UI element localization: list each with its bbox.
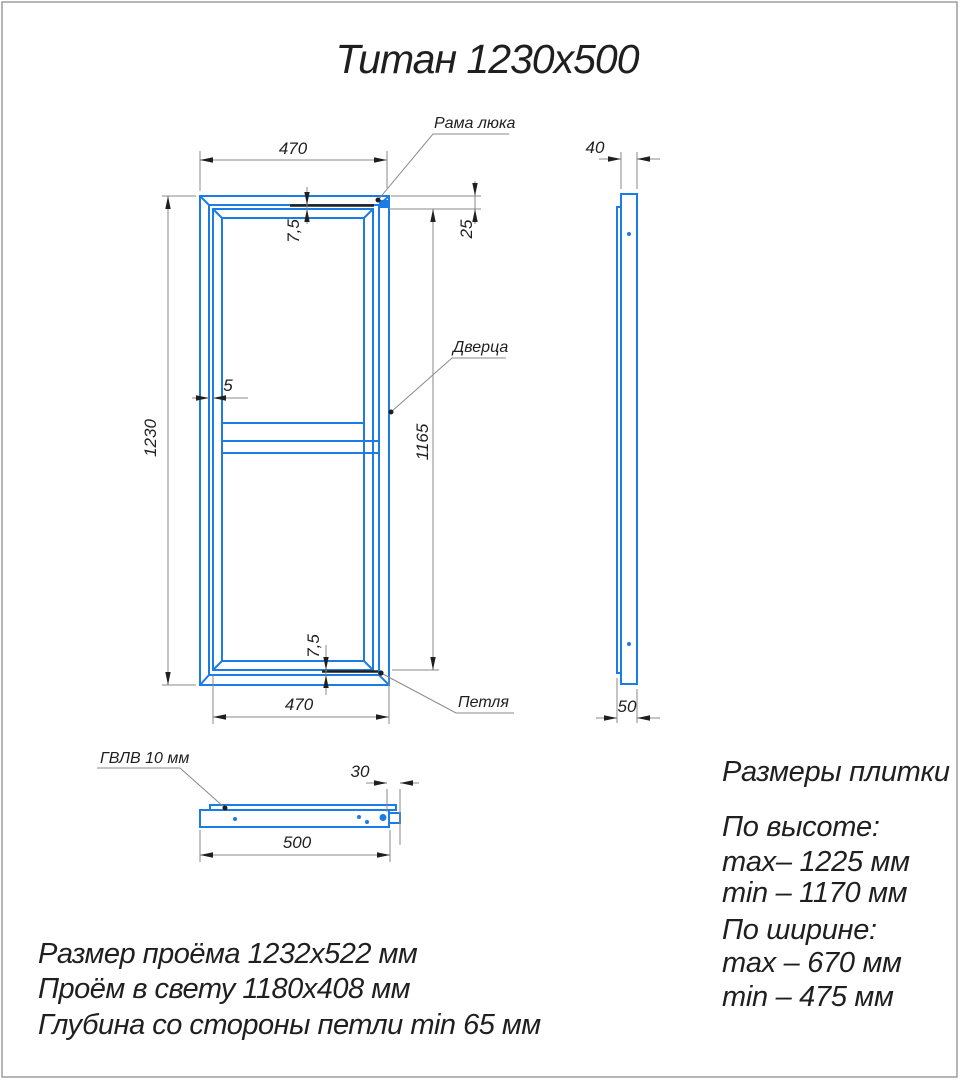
door-corner-miters (213, 209, 373, 670)
hinge-leader-dot (378, 670, 383, 675)
bottom-hole-2 (357, 815, 361, 819)
frame-label-group (376, 115, 516, 203)
tile-width-label: По ширине: (722, 914, 877, 946)
frame-label: Рама люка (434, 115, 516, 132)
dim-height-value: 1230 (141, 419, 160, 457)
door-label: Дверца (453, 339, 509, 356)
note-hinge-depth: Глубина со стороны петли min 65 мм (38, 1009, 541, 1041)
door-label-group (389, 339, 509, 415)
frame-corner-weld (379, 200, 389, 208)
dim-bottom-width (213, 675, 389, 724)
dim-top-gap-value: 7,5 (284, 219, 303, 243)
dim-door-height-value: 1165 (413, 423, 432, 461)
side-hole-top (627, 232, 631, 236)
tile-height-min: min – 1170 мм (722, 877, 908, 909)
dim-profile-width-value: 500 (282, 833, 312, 852)
dim-depth-top (586, 138, 660, 189)
bottom-profile (200, 810, 389, 827)
door-leader-dot (389, 410, 394, 415)
dim-top-width (200, 139, 387, 191)
bottom-hole-1 (233, 817, 237, 821)
panel-label-group (97, 750, 228, 811)
dim-tab-offset-value: 30 (350, 762, 370, 781)
side-profile (621, 194, 637, 684)
door-inner-rect (222, 218, 364, 661)
tile-dimensions-block (722, 756, 950, 1013)
hinge-label-group (378, 670, 514, 713)
dim-bottom-gap-value: 7,5 (304, 634, 323, 658)
dim-top-width-value: 470 (278, 139, 308, 158)
bottom-profile-tab (389, 813, 400, 823)
dim-bottom-width-value: 470 (284, 695, 314, 714)
panel-label: ГВЛВ 10 мм (100, 750, 190, 767)
dim-door-offset (389, 181, 481, 239)
note-clear-opening: Проём в свету 1180x408 мм (38, 973, 410, 1005)
bottom-hinge-pin (380, 814, 387, 821)
dim-side-gap-value: 5 (223, 376, 233, 395)
dim-door-height (392, 209, 439, 670)
dim-door-offset-value: 25 (457, 219, 476, 239)
door-crossbar (222, 423, 379, 453)
note-opening-size: Размер проёма 1232x522 мм (38, 938, 418, 970)
panel-leader-dot (223, 806, 228, 811)
dim-depth-bottom-value: 50 (617, 697, 637, 716)
drawing-title: Титан 1230x500 (335, 36, 639, 82)
frame-leader-dot (376, 198, 381, 203)
tile-heading: Размеры плитки (722, 756, 950, 788)
tile-height-max: max– 1225 мм (722, 846, 910, 878)
side-hole-bottom (627, 642, 631, 646)
dim-height (141, 196, 196, 685)
front-view (141, 115, 515, 724)
tile-width-max: max – 670 мм (722, 947, 902, 979)
notes-block (38, 938, 541, 1041)
tile-width-min: min – 475 мм (722, 981, 894, 1013)
door-outer-rect (213, 209, 373, 670)
hinge-label: Петля (458, 694, 509, 711)
bottom-view (97, 750, 419, 862)
side-view (586, 138, 660, 723)
tile-height-label: По высоте: (722, 811, 880, 843)
bottom-hole-3 (365, 820, 369, 824)
dim-tab-offset (351, 762, 419, 845)
dim-depth-top-value: 40 (585, 138, 605, 157)
dim-profile-width (200, 830, 390, 862)
door-outline (213, 209, 379, 670)
